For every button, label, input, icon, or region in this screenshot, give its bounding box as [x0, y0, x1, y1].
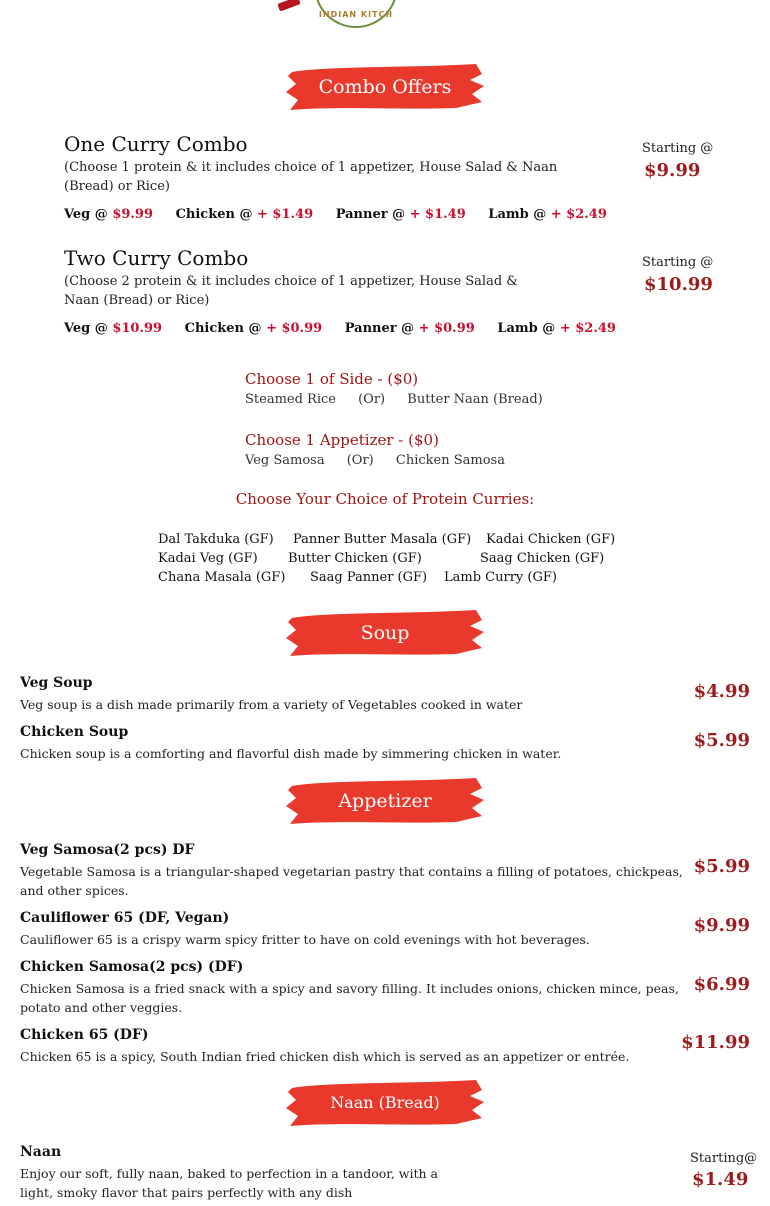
protein-curries-title: Choose Your Choice of Protein Curries:	[235, 490, 535, 508]
protein-item: Butter Chicken (GF)	[288, 551, 422, 566]
section-banner-combo	[286, 64, 484, 110]
protein-item: Panner Butter Masala (GF)	[293, 532, 472, 547]
combo-description: (Choose 1 protein & it includes choice of 1 appetizer, House Salad & Naan (Bread) or Rice)	[64, 160, 558, 194]
combo-title: Two Curry Combo	[64, 246, 249, 270]
menu-item-description: Enjoy our soft, fully naan, baked to perfection in a tandoor, with a light, smoky flavor that pairs perfectly with any dish	[20, 1166, 438, 1200]
protein-item: Kadai Chicken (GF)	[486, 532, 616, 547]
menu-item-description: Veg soup is a dish made primarily from a variety of Vegetables cooked in water	[20, 697, 523, 712]
menu-item-name: Chicken 65 (DF)	[20, 1027, 149, 1043]
menu-item-name: Chicken Samosa(2 pcs) (DF)	[20, 959, 244, 975]
appetizer-option-veg-samosa: Veg Samosa	[245, 453, 325, 468]
logo-text: INDIAN KITCH	[318, 10, 394, 19]
protein-item: Saag Panner (GF)	[310, 570, 428, 585]
choose-appetizer-title: Choose 1 Appetizer - ($0)	[245, 431, 439, 449]
side-option-rice: Steamed Rice	[245, 392, 336, 407]
menu-item-description: Chicken 65 is a spicy, South Indian fried chicken dish which is served as an appetizer or entrée.	[20, 1049, 630, 1064]
or-separator: (Or)	[346, 453, 374, 468]
menu-item-description: Chicken soup is a comforting and flavorful dish made by simmering chicken in water.	[20, 746, 562, 761]
combo-option-panner: Panner @ + $0.99	[344, 321, 475, 336]
combo-description: (Choose 2 protein & it includes choice of 1 appetizer, House Salad & Naan (Bread) or Rice)	[64, 274, 518, 308]
menu-item-description: Cauliflower 65 is a crispy warm spicy fritter to have on cold evenings with hot beverages.	[20, 932, 590, 947]
starting-label: Starting @	[642, 255, 714, 270]
menu-item-name: Chicken Soup	[20, 724, 129, 740]
combo-price: $9.99	[644, 160, 701, 181]
menu-item-price: $1.49	[692, 1169, 749, 1190]
menu-item-name: Veg Soup	[20, 675, 93, 691]
section-banner-appetizer	[286, 778, 484, 824]
logo-swoosh	[278, 0, 301, 12]
menu-item-name: Naan	[20, 1144, 62, 1160]
protein-item: Chana Masala (GF)	[158, 570, 286, 585]
choose-appetizer-options	[245, 453, 505, 468]
menu-item-description: Vegetable Samosa is a triangular-shaped vegetarian pastry that contains a filling of potatoes, chickpeas, and other spices.	[20, 864, 683, 898]
appetizer-option-chicken-samosa: Chicken Samosa	[395, 453, 505, 468]
protein-item: Saag Chicken (GF)	[480, 551, 605, 566]
or-separator: (Or)	[358, 392, 386, 407]
menu-item-price: $5.99	[693, 856, 750, 877]
menu-item-price: $6.99	[693, 974, 750, 995]
combo-option-chicken: Chicken @ + $1.49	[175, 207, 314, 222]
combo-option-veg: Veg @ $9.99	[64, 207, 154, 222]
protein-item: Kadai Veg (GF)	[158, 551, 258, 566]
protein-item: Dal Takduka (GF)	[158, 532, 274, 547]
menu-item-name: Veg Samosa(2 pcs) DF	[20, 842, 195, 858]
choose-side-title: Choose 1 of Side - ($0)	[245, 370, 419, 388]
menu-item-name: Cauliflower 65 (DF, Vegan)	[20, 910, 230, 926]
protein-item: Lamb Curry (GF)	[444, 570, 557, 585]
combo-price: $10.99	[644, 274, 713, 295]
restaurant-logo	[278, 0, 418, 28]
section-title-naan: Naan (Bread)	[330, 1093, 440, 1112]
choose-side-options	[245, 392, 543, 407]
menu-item-price: $11.99	[681, 1032, 750, 1053]
combo-option-panner: Panner @ + $1.49	[335, 207, 466, 222]
combo-price-options	[64, 321, 634, 336]
combo-option-lamb: Lamb @ + $2.49	[488, 207, 607, 222]
menu-item-price: $9.99	[693, 915, 750, 936]
menu-item-price: $4.99	[693, 681, 750, 702]
starting-label: Starting@	[690, 1151, 758, 1166]
side-option-naan: Butter Naan (Bread)	[407, 392, 543, 407]
combo-option-lamb: Lamb @ + $2.49	[497, 321, 616, 336]
combo-option-chicken: Chicken @ + $0.99	[184, 321, 323, 336]
combo-title: One Curry Combo	[64, 132, 248, 156]
combo-option-veg: Veg @ $10.99	[64, 321, 163, 336]
section-title-soup: Soup	[360, 622, 410, 644]
section-title-combo: Combo Offers	[318, 76, 452, 98]
section-banner-naan	[286, 1080, 484, 1126]
section-title-appetizer: Appetizer	[338, 790, 432, 812]
section-banner-soup	[286, 610, 484, 656]
combo-price-options	[64, 207, 625, 222]
menu-item-description: Chicken Samosa is a fried snack with a spicy and savory filling. It includes onions, chicken mince, peas, potato and other veggies.	[20, 981, 679, 1015]
menu-item-price: $5.99	[693, 730, 750, 751]
starting-label: Starting @	[642, 141, 714, 156]
